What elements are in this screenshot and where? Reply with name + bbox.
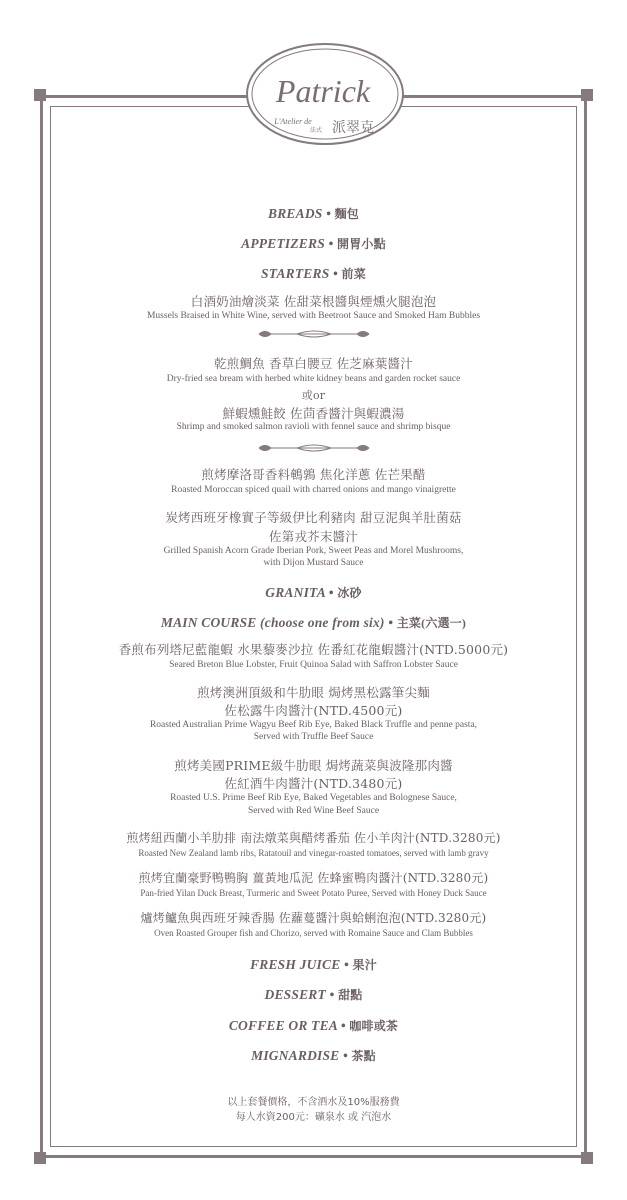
dish-mussels-en: Mussels Braised in White Wine, served with Beetroot Sauce and Smoked Ham Bubbles [146, 311, 481, 321]
dish-ravioli-zh: 鮮蝦燻鮭餃 佐茴香醬汁與蝦濃湯 [222, 406, 405, 421]
corner-bottom-left [34, 1152, 46, 1164]
section-main-course: MAIN COURSE (choose one from six) • 主菜(六選一) [160, 615, 467, 630]
dish-wagyu-en1: Roasted Australian Prime Wagyu Beef Rib Eye, Baked Black Truffle and penne pasta, [149, 720, 478, 730]
dish-pork-zh2: 佐第戎芥末醬汁 [269, 529, 358, 544]
dish-usbeef-zh1: 煎烤美國PRIME級牛肋眼 焗烤蔬菜與波隆那肉醬 [174, 758, 453, 773]
section-dessert: DESSERT • 甜點 [264, 987, 363, 1002]
logo-subtitle-zh-small: 法式 [309, 127, 323, 134]
logo-subtitle-fr: L'Atelier de [274, 117, 312, 126]
dish-lamb-en: Roasted New Zealand lamb ribs, Ratatouil and vinegar-roasted tomatoes, served with lamb gravy [138, 848, 489, 858]
dish-quail-en: Roasted Moroccan spiced quail with charred onions and mango vinaigrette [171, 485, 456, 495]
or-label: 或or [301, 389, 326, 402]
logo-oval [243, 40, 407, 148]
section-fresh-juice: FRESH JUICE • 果汁 [250, 957, 377, 972]
dish-wagyu-zh2: 佐松露牛肉醬汁(NTD.4500元) [224, 703, 403, 718]
corner-bottom-right [581, 1152, 593, 1164]
ornament-divider [257, 328, 371, 340]
section-granita: GRANITA • 冰砂 [265, 585, 362, 600]
dish-pork-zh1: 炭烤西班牙橡實子等級伊比利豬肉 甜豆泥與羊肚菌菇 [165, 510, 462, 525]
dish-duck-en: Pan-fried Yilan Duck Breast, Turmeric and Sweet Potato Puree, Served with Honey Duck Sauce [140, 888, 487, 898]
dish-pork-en2: with Dijon Mustard Sauce [263, 558, 364, 568]
restaurant-logo [243, 40, 407, 148]
dish-wagyu-zh1: 煎烤澳洲頂級和牛肋眼 焗烤黑松露筆尖麵 [197, 685, 430, 700]
section-appetizers: APPETIZERS • 開胃小點 [241, 236, 386, 251]
corner-top-left [34, 89, 46, 101]
dish-lamb-zh: 煎烤紐西蘭小羊肋排 南法燉菜與醋烤番茄 佐小羊肉汁(NTD.3280元) [126, 831, 501, 845]
dish-grouper-en: Oven Roasted Grouper fish and Chorizo, served with Romaine Sauce and Clam Bubbles [154, 928, 473, 938]
section-coffee-tea: COFFEE OR TEA • 咖啡或茶 [228, 1018, 399, 1033]
dish-pork-en1: Grilled Spanish Acorn Grade Iberian Pork, Sweet Peas and Morel Mushrooms, [163, 546, 464, 556]
dish-usbeef-en2: Served with Red Wine Beef Sauce [247, 806, 380, 816]
dish-bream-zh: 乾煎鯛魚 香草白腰豆 佐芝麻葉醬汁 [214, 356, 413, 371]
dish-mussels-zh: 白酒奶油燴淡菜 佐甜菜根醬與煙燻火腿泡泡 [190, 294, 437, 309]
logo-subtitle-zh: 派翠克 [332, 120, 374, 136]
dish-quail-zh: 煎烤摩洛哥香料鵪鶉 焦化洋蔥 佐芒果醋 [201, 467, 426, 482]
dish-usbeef-zh2: 佐紅酒牛肉醬汁(NTD.3480元) [224, 776, 403, 791]
dish-lobster-en: Seared Breton Blue Lobster, Fruit Quinoa Salad with Saffron Lobster Sauce [169, 660, 458, 670]
dish-bream-en: Dry-fried sea bream with herbed white kidney beans and garden rocket sauce [166, 374, 461, 384]
dish-duck-zh: 煎烤宜蘭豪野鴨鴨胸 薑黃地瓜泥 佐蜂蜜鴨肉醬汁(NTD.3280元) [138, 871, 489, 885]
corner-top-right [581, 89, 593, 101]
dish-grouper-zh: 爐烤鱸魚與西班牙辣香腸 佐蘿蔓醬汁與蛤蜊泡泡(NTD.3280元) [140, 911, 487, 925]
dish-ravioli-en: Shrimp and smoked salmon ravioli with fennel sauce and shrimp bisque [176, 422, 451, 432]
section-breads: BREADS • 麵包 [268, 206, 359, 221]
section-mignardise: MIGNARDISE • 茶點 [251, 1048, 376, 1063]
dish-usbeef-en1: Roasted U.S. Prime Beef Rib Eye, Baked Vegetables and Bolognese Sauce, [170, 793, 457, 803]
ornament-divider [257, 442, 371, 454]
price-note: 以上套餐價格，不含酒水及10%服務費 [227, 1097, 400, 1108]
section-starters: STARTERS • 前菜 [261, 266, 366, 281]
logo-script: Patrick [275, 73, 371, 109]
water-note: 每人水資200元：礦泉水 或 汽泡水 [235, 1112, 392, 1123]
dish-lobster-zh: 香煎布列塔尼藍龍蝦 水果藜麥沙拉 佐番紅花龍蝦醬汁(NTD.5000元) [118, 642, 509, 657]
dish-wagyu-en2: Served with Truffle Beef Sauce [253, 732, 374, 742]
